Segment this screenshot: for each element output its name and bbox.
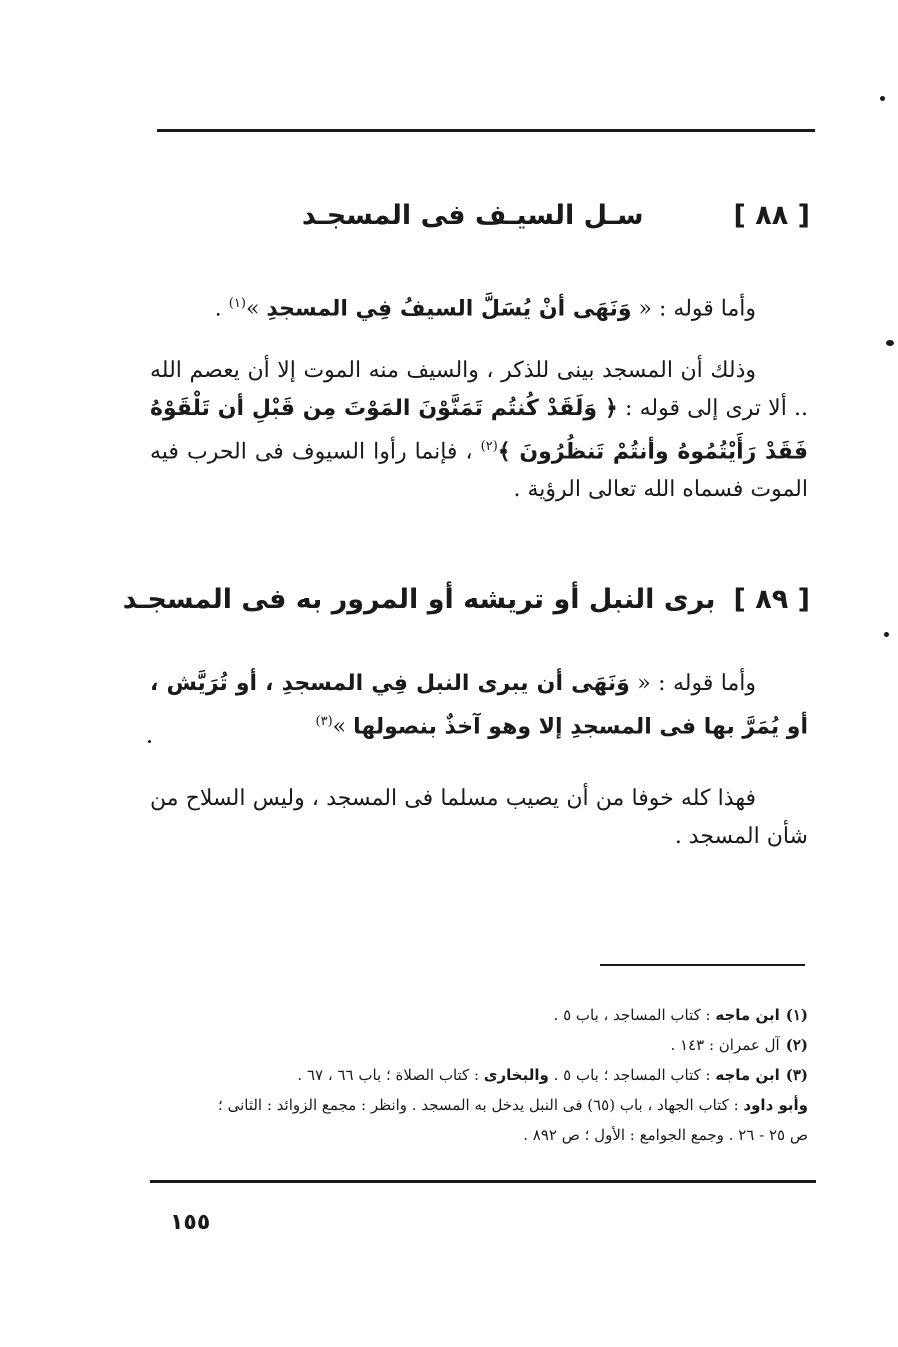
top-rule — [157, 129, 815, 132]
para3-hadith: وَنَهَى أن يبرى النبل فِي المسجدِ ، أو تُرَيَّش ، أو يُمَرَّ بها فى المسجدِ إلا وهو آخذٌ بنصولها — [150, 671, 808, 740]
para3-intro: وأما قوله : « — [629, 671, 756, 696]
footnote-1-number: (١) — [785, 1006, 808, 1024]
para1-close: » — [245, 296, 267, 322]
footnote-3 — [128, 1060, 808, 1090]
footnote-3-source: ابن ماجه — [715, 1066, 780, 1084]
page-number: ١٥٥ — [170, 1210, 211, 1235]
para2-text-1: وذلك أن المسجد بينى للذكر ، والسيف منه الموت إلا أن يعصم الله .. ألا ترى إلى قوله : — [150, 358, 808, 421]
para4-text: فهذا كله خوفا من أن يصيب مسلما فى المسجد ، وليس السلاح من شأن المسجد . — [150, 786, 808, 849]
quran-verse: ﴿ وَلَقَدْ كُنتُم تَمَنَّوْنَ المَوْتَ مِن قَبْلِ أن تَلْقَوْهُ فَقَدْ رَأَيْتُمُوهُ وأنتُمْ تَنظُرُونَ ﴾ — [150, 396, 808, 465]
section-89-title: برى النبل أو تريشه أو المرور به فى المسجـد — [122, 584, 716, 615]
footnote-3-number: (٣) — [785, 1066, 808, 1084]
footnote-3-text-4: ص ٢٥ - ٢٦ . وجمع الجوامع : الأول ؛ ص ٨٩٢ . — [523, 1126, 808, 1144]
section-89-number: [ ٨٩ ] — [733, 584, 810, 615]
scan-speck — [886, 340, 894, 346]
para3-close: » — [332, 714, 354, 740]
footnote-3-end — [128, 1120, 808, 1150]
scan-speck — [148, 740, 151, 743]
paragraph-3 — [150, 665, 808, 746]
footnotes — [128, 1000, 808, 1150]
footnote-1-source: ابن ماجه — [715, 1006, 780, 1024]
para1-hadith: وَنَهَى أنْ يُسَلَّ السيفُ فِي المسجدِ — [266, 296, 632, 322]
bottom-rule — [150, 1180, 816, 1183]
footnote-3-text-2: : كتاب الصلاة ؛ باب ٦٦ ، ٦٧ . — [297, 1066, 484, 1084]
footnote-1 — [128, 1000, 808, 1030]
section-88-title: سـل السيـف فى المسجـد — [301, 200, 644, 231]
para1-end: . — [214, 296, 229, 322]
paragraph-2 — [150, 352, 808, 509]
footnote-3-text-1: : كتاب المساجد ؛ باب ٥ . — [548, 1066, 716, 1084]
footnote-3-continued — [128, 1090, 808, 1120]
footnote-2 — [128, 1030, 808, 1060]
footnote-ref-2: (٢) — [480, 439, 498, 454]
section-88-number: [ ٨٨ ] — [733, 200, 810, 231]
footnote-3-source-3: وأبو داود — [743, 1096, 808, 1114]
footnote-3-text-3: : كتاب الجهاد ، باب (٦٥) فى النبل يدخل به المسجد . وانظر : مجمع الزوائد : الثانى ؛ — [218, 1096, 744, 1114]
footnote-1-text: : كتاب المساجد ، باب ٥ . — [553, 1006, 716, 1024]
scan-speck — [884, 632, 889, 637]
scan-speck — [880, 96, 885, 101]
footnote-2-number: (٢) — [785, 1036, 808, 1054]
footnote-3-source-2: والبخارى — [483, 1066, 549, 1084]
footnote-2-text: آل عمران : ١٤٣ . — [670, 1036, 780, 1054]
footnote-separator — [600, 964, 805, 966]
paragraph-4 — [150, 780, 808, 856]
footnote-ref-3: (٣) — [315, 714, 333, 729]
para1-intro: وأما قوله : « — [631, 296, 756, 322]
footnote-ref-1: (١) — [228, 296, 246, 311]
section-89-heading — [123, 580, 810, 620]
para2-text-2: ، فإنما رأوا السيوف فى الحرب فيه الموت فسماه الله تعالى الرؤية . — [150, 439, 808, 503]
paragraph-1 — [150, 285, 808, 328]
section-88-heading — [302, 196, 810, 236]
